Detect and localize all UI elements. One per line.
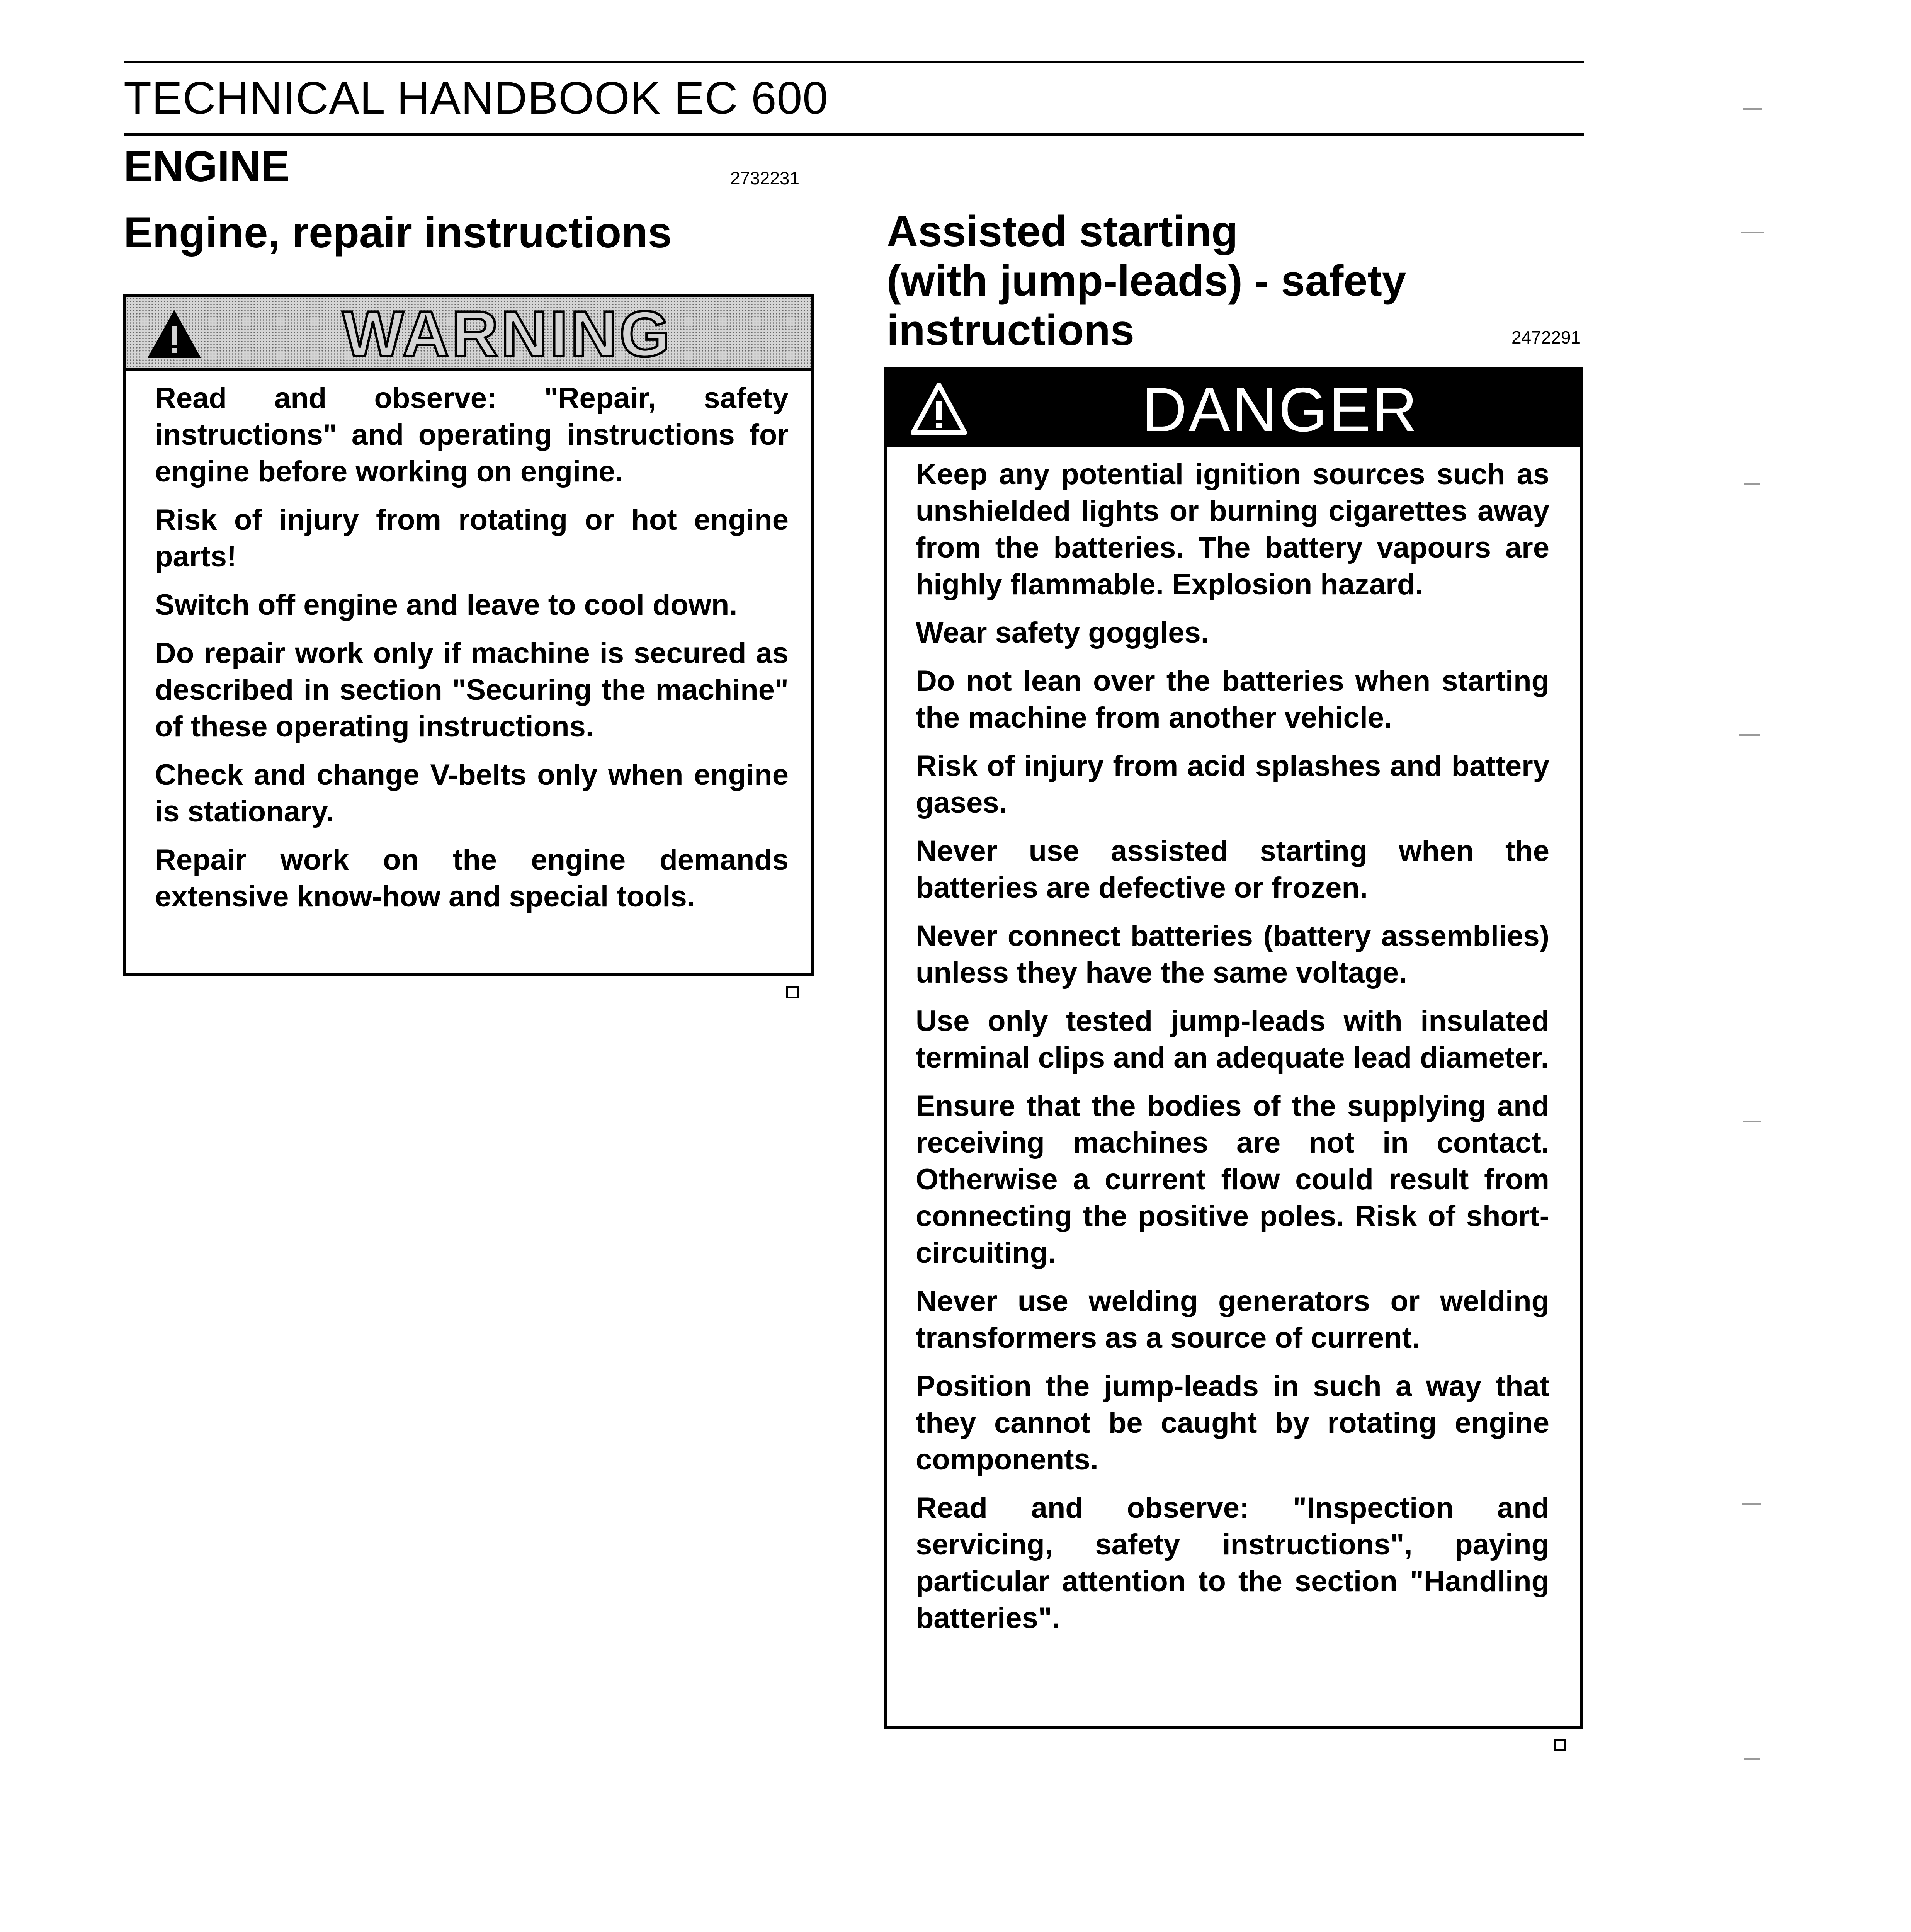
scan-speck [1744,483,1760,485]
right-end-mark [1554,1739,1566,1751]
section-title: ENGINE [124,142,290,190]
warning-label: WARNING [342,298,672,370]
right-heading-line: (with jump-leads) - safety [887,257,1406,305]
danger-paragraph: Keep any potential ignition sources such as unshielded lights or burning cigarettes away from the batteries. The battery vapours are highly flammable. Explosion hazard. [916,458,1549,601]
left-heading: Engine, repair instructions [124,208,672,257]
danger-banner [887,370,1580,447]
scan-speck [1743,1121,1761,1122]
danger-paragraph: Read and observe: "Inspection and servicing, safety instructions", paying particular attention to the section "Handling batteries". [916,1492,1549,1634]
scan-speck [1742,1503,1761,1505]
danger-paragraph: Risk of injury from acid splashes and battery gases. [916,750,1549,819]
danger-paragraph: Never use welding generators or welding transformers as a source of current. [916,1285,1549,1354]
danger-paragraph: Never connect batteries (battery assemblies) unless they have the same voltage. [916,920,1549,989]
warning-paragraph: Risk of injury from rotating or hot engine parts! [155,503,789,573]
warning-banner [126,297,811,371]
danger-paragraph: Wear safety goggles. [916,616,1209,649]
header-top-rule [124,61,1584,63]
right-heading [887,207,1406,355]
danger-paragraph: Position the jump-leads in such a way that they cannot be caught by rotating engine components. [916,1370,1549,1476]
right-heading-line: instructions [887,306,1134,354]
danger-paragraph: Use only tested jump-leads with insulated terminal clips and an adequate lead diameter. [916,1005,1549,1074]
warning-box [123,294,814,976]
scan-speck [1741,232,1764,233]
danger-text [916,456,1549,1648]
warning-paragraph: Do repair work only if machine is secured as described in section "Securing the machine" of these operating instructions. [155,637,789,743]
right-code: 2472291 [1511,327,1581,347]
danger-paragraph: Do not lean over the batteries when starting the machine from another vehicle. [916,665,1549,734]
warning-paragraph: Read and observe: "Repair, safety instructions" and operating instructions for engine before working on engine. [155,382,789,488]
right-heading-line: Assisted starting [887,207,1238,255]
handbook-title: TECHNICAL HANDBOOK EC 600 [124,73,828,124]
warning-triangle-icon [145,308,203,360]
warning-paragraph: Switch off engine and leave to cool down. [155,588,738,621]
header-bottom-rule [124,133,1584,136]
scan-speck [1743,108,1762,110]
scan-speck [1744,1758,1760,1760]
scan-speck [1739,734,1760,736]
warning-paragraph: Repair work on the engine demands extensive know-how and special tools. [155,844,789,913]
left-code: 2732231 [730,168,800,188]
warning-text [155,380,789,927]
danger-paragraph: Never use assisted starting when the batteries are defective or frozen. [916,835,1549,904]
left-end-mark [786,986,799,998]
warning-triangle-icon [910,382,968,436]
danger-box [884,367,1583,1729]
danger-label: DANGER [1142,375,1419,445]
warning-paragraph: Check and change V-belts only when engine is stationary. [155,759,789,828]
danger-paragraph: Ensure that the bodies of the supplying and receiving machines are not in contact. Otherwise a current flow could result from connecting the positive poles. Risk of short-circuiting. [916,1090,1549,1269]
